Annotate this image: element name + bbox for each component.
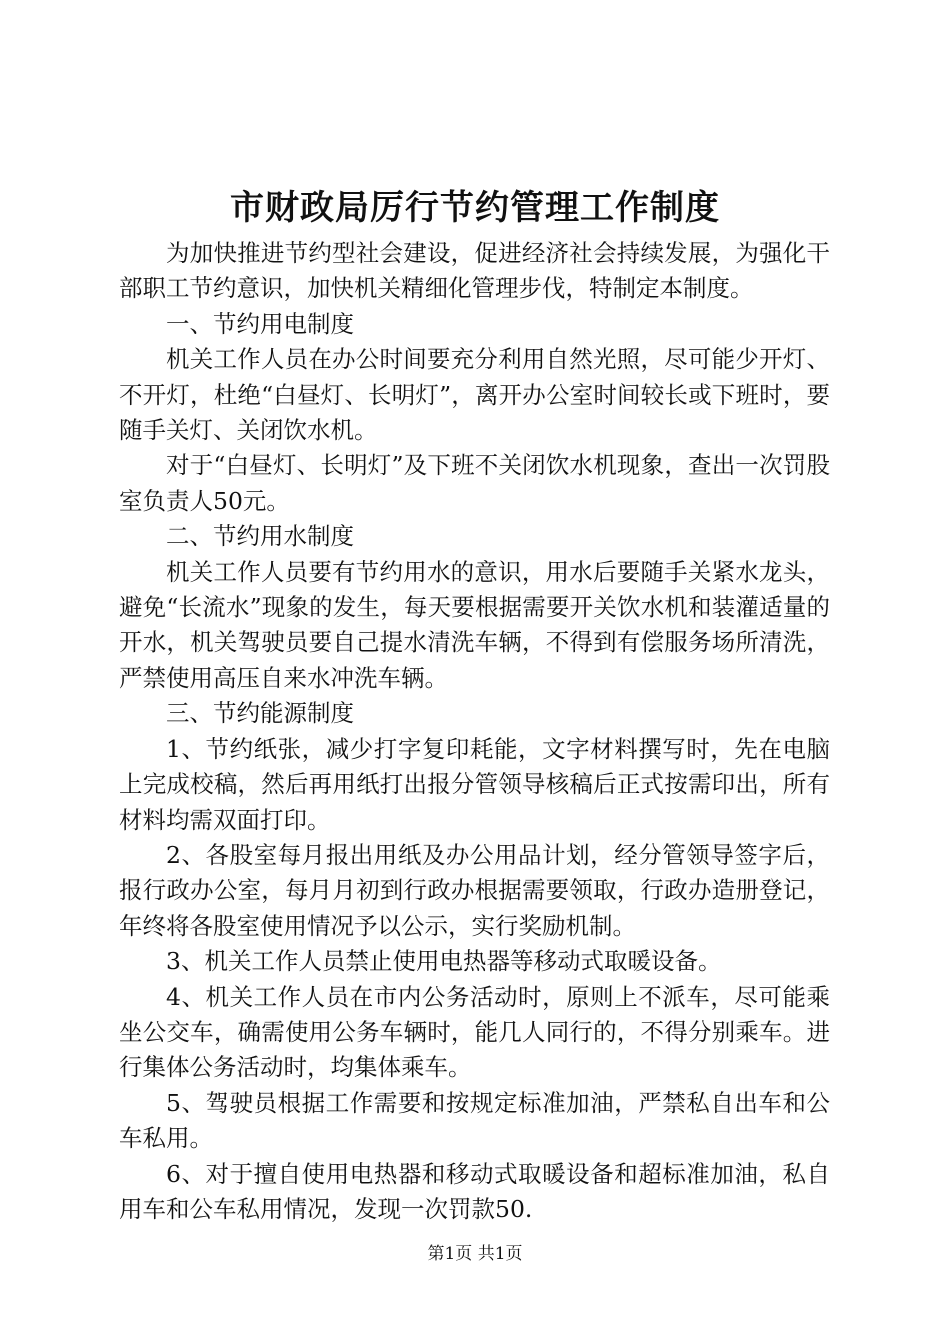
intro-paragraph: 为加快推进节约型社会建设，促进经济社会持续发展，为强化干部职工节约意识，加快机关精细化管理步伐，特制定本制度。 (119, 239, 830, 303)
energy-item-1: 1、节约纸张，减少打字复印耗能，文字材料撰写时，先在电脑上完成校稿，然后再用纸打出报分管领导核稿后正式按需印出，所有材料均需双面打印。 (119, 734, 830, 834)
energy-item-3: 3、机关工作人员禁止使用电热器等移动式取暖设备。 (166, 947, 722, 976)
electricity-paragraph-2: 对于“白昼灯、长明灯”及下班不关闭饮水机现象，查出一次罚股室负责人50元。 (119, 451, 830, 515)
page-footer: 第1页 共1页 (427, 1244, 523, 1264)
energy-item-2: 2、各股室每月报出用纸及办公用品计划，经分管领导签字后，报行政办公室，每月月初到行政办根据需要领取，行政办造册登记，年终将各股室使用情况予以公示，实行奖励机制。 (119, 840, 830, 940)
section-heading-electricity: 一、节约用电制度 (166, 309, 354, 338)
section-heading-energy: 三、节约能源制度 (166, 699, 354, 728)
energy-item-6: 6、对于擅自使用电热器和移动式取暖设备和超标准加油，私自用车和公车私用情况，发现一次罚款50. (119, 1159, 830, 1223)
document-body (119, 236, 830, 1227)
document-title: 市财政局厉行节约管理工作制度 (230, 188, 720, 228)
electricity-paragraph-1: 机关工作人员在办公时间要充分利用自然光照，尽可能少开灯、不开灯，杜绝“白昼灯、长明灯”，离开办公室时间较长或下班时，要随手关灯、关闭饮水机。 (119, 345, 830, 445)
energy-item-4: 4、机关工作人员在市内公务活动时，原则上不派车，尽可能乘坐公交车，确需使用公务车辆时，能几人同行的，不得分别乘车。进行集体公务活动时，均集体乘车。 (119, 982, 830, 1082)
energy-item-5: 5、驾驶员根据工作需要和按规定标准加油，严禁私自出车和公车私用。 (119, 1088, 830, 1153)
section-heading-water: 二、节约用水制度 (166, 522, 354, 551)
water-paragraph: 机关工作人员要有节约用水的意识，用水后要随手关紧水龙头，避免“长流水”现象的发生，每天要根据需要开关饮水机和装灌适量的开水，机关驾驶员要自己提水清洗车辆，不得到有偿服务场所清洗，严禁使用高压自来水冲洗车辆。 (119, 557, 830, 692)
